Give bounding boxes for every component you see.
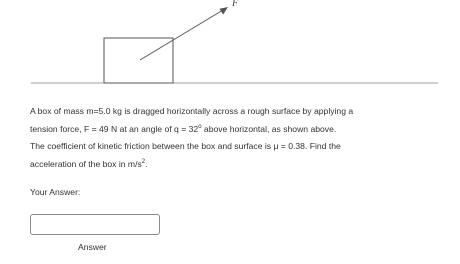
problem-line-4 <box>30 156 450 174</box>
degree-symbol: o <box>198 123 202 130</box>
problem-text <box>30 103 450 173</box>
force-vector-line <box>140 10 223 60</box>
answer-input[interactable] <box>30 214 160 235</box>
your-answer-label: Your Answer: <box>30 187 81 197</box>
answer-field-label: Answer <box>78 242 107 252</box>
problem-line-2 <box>30 121 450 139</box>
problem-line-2-end: above horizontal, as shown above. <box>201 123 337 134</box>
angle-value: = 32 <box>178 123 199 134</box>
theta-symbol: q <box>174 123 179 134</box>
force-vector-arrowhead <box>220 7 229 15</box>
exponent: 2 <box>141 158 146 165</box>
box <box>104 38 173 83</box>
force-label: F <box>232 0 239 9</box>
problem-line-4-end: . <box>145 158 148 169</box>
physics-diagram <box>0 0 460 100</box>
problem-line-1: A box of mass m=5.0 kg is dragged horizontally across a rough surface by applying a <box>30 106 354 116</box>
problem-line-4-start: acceleration of the box in m/s <box>30 158 142 169</box>
problem-line-2-start: tension force, F = 49 N at an angle of <box>30 123 175 134</box>
problem-line-3: The coefficient of kinetic friction between the box and surface is μ = 0.38. Find the <box>30 141 341 151</box>
